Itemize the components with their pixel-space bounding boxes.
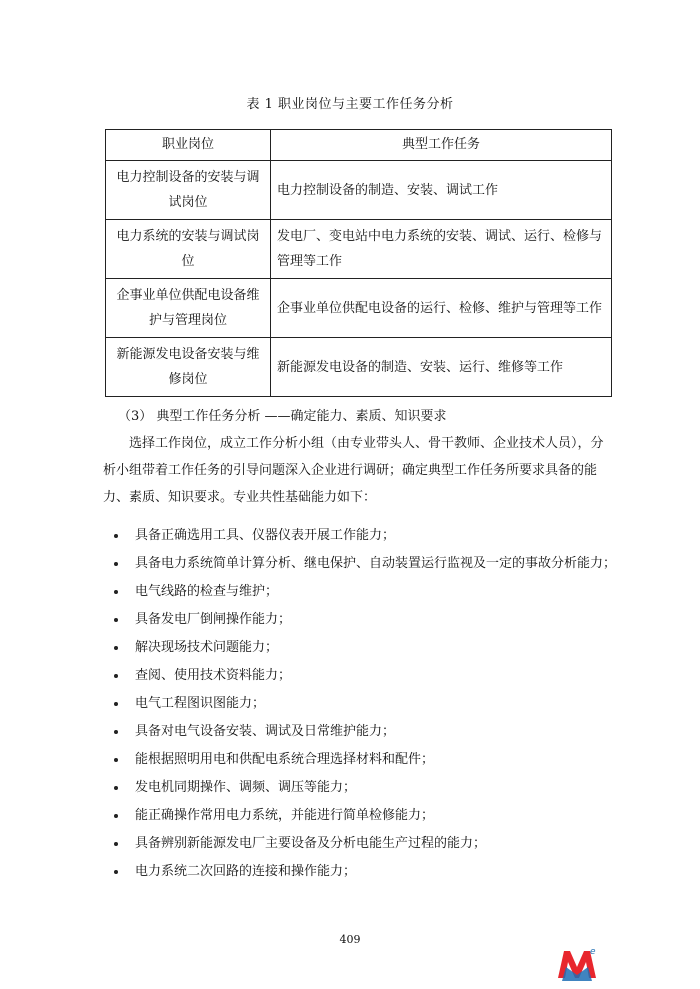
bullet-icon: [114, 646, 118, 650]
bullet-icon: [114, 870, 118, 874]
job-position-cell: 电力系统的安装与调试岗位: [106, 220, 271, 279]
skill-text: 电气线路的检查与维护；: [135, 584, 279, 599]
skill-text: 具备正确选用工具、仪器仪表开展工作能力；: [135, 528, 396, 543]
skills-list: [103, 522, 623, 886]
job-position-cell: 企事业单位供配电设备维护与管理岗位: [106, 279, 271, 338]
skill-text: 具备电力系统简单计算分析、继电保护、自动装置运行监视及一定的事故分析能力；: [135, 556, 617, 571]
list-item: [103, 830, 623, 858]
list-item: [103, 634, 623, 662]
skill-text: 电力系统二次回路的连接和操作能力；: [135, 864, 357, 879]
skill-text: 具备对电气设备安装、调试及日常维护能力；: [135, 724, 396, 739]
list-item: [103, 858, 623, 886]
column-header-position: 职业岗位: [106, 130, 271, 161]
list-item: [103, 550, 623, 578]
job-position-cell: 新能源发电设备安装与维修岗位: [106, 338, 271, 397]
table-header-row: [106, 130, 612, 161]
skill-text: 具备发电厂倒闸操作能力；: [135, 612, 292, 627]
table-caption: 表 1 职业岗位与主要工作任务分析: [246, 97, 454, 112]
section-heading: （3） 典型工作任务分析 ——确定能力、素质、知识要求: [118, 409, 447, 424]
job-task-cell: 发电厂、变电站中电力系统的安装、调试、运行、检修与管理等工作: [271, 220, 612, 279]
list-item: [103, 522, 623, 550]
bullet-icon: [114, 730, 118, 734]
list-item: [103, 662, 623, 690]
list-item: [103, 746, 623, 774]
bullet-icon: [114, 534, 118, 538]
bullet-icon: [114, 758, 118, 762]
skill-text: 解决现场技术问题能力；: [135, 640, 279, 655]
job-task-table: [105, 129, 612, 397]
bullet-icon: [114, 674, 118, 678]
list-item: [103, 606, 623, 634]
job-task-cell: 新能源发电设备的制造、安装、运行、维修等工作: [271, 338, 612, 397]
skill-text: 查阅、使用技术资料能力；: [135, 668, 292, 683]
bullet-icon: [114, 702, 118, 706]
page-number: 409: [339, 933, 361, 946]
skill-text: 发电机同期操作、调频、调压等能力；: [135, 780, 357, 795]
logo-letter: e: [590, 947, 596, 957]
publisher-logo-icon: [556, 945, 598, 981]
bullet-icon: [114, 814, 118, 818]
skill-text: 能根据照明用电和供配电系统合理选择材料和配件；: [135, 752, 435, 767]
skill-text: 具备辨别新能源发电厂主要设备及分析电能生产过程的能力；: [135, 836, 487, 851]
skill-text: 电气工程图识图能力；: [135, 696, 266, 711]
list-item: [103, 774, 623, 802]
list-item: [103, 578, 623, 606]
bullet-icon: [114, 562, 118, 566]
job-task-cell: 电力控制设备的制造、安装、调试工作: [271, 161, 612, 220]
bullet-icon: [114, 786, 118, 790]
list-item: [103, 718, 623, 746]
table-row: [106, 338, 612, 397]
table-row: [106, 220, 612, 279]
list-item: [103, 802, 623, 830]
skill-text: 能正确操作常用电力系统，并能进行简单检修能力；: [135, 808, 435, 823]
bullet-icon: [114, 590, 118, 594]
bullet-icon: [114, 618, 118, 622]
column-header-tasks: 典型工作任务: [271, 130, 612, 161]
body-paragraph: 选择工作岗位，成立工作分析小组（由专业带头人、骨干教师、企业技术人员），分析小组带着工作任务的引导问题深入企业进行调研；确定典型工作任务所要求具备的能力、素质、知识要求。专业共性基础能力如下：: [103, 436, 604, 505]
bullet-icon: [114, 842, 118, 846]
list-item: [103, 690, 623, 718]
job-task-cell: 企事业单位供配电设备的运行、检修、维护与管理等工作: [271, 279, 612, 338]
table-row: [106, 161, 612, 220]
job-position-cell: 电力控制设备的安装与调试岗位: [106, 161, 271, 220]
table-row: [106, 279, 612, 338]
